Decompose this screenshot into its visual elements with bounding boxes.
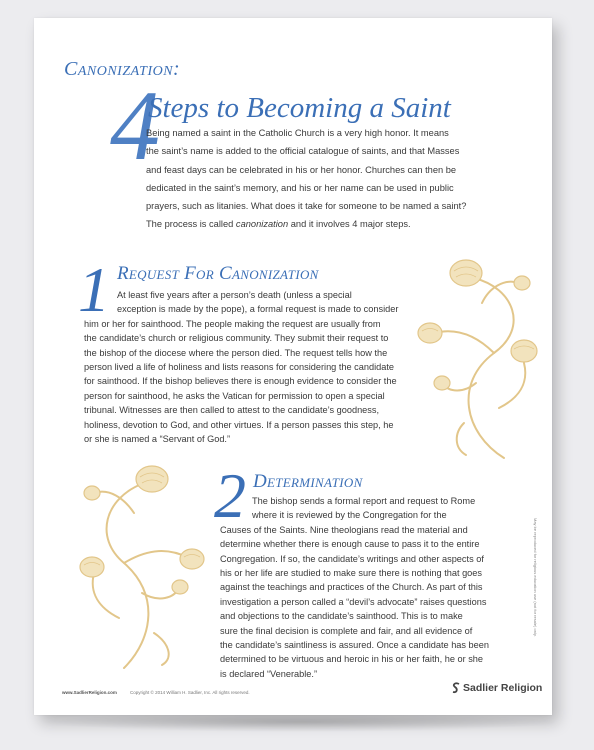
body-line: is declared “Venerable.” <box>220 668 318 679</box>
step-1-title: Request For Canonization <box>117 263 319 284</box>
sadlier-logo-icon <box>452 682 460 694</box>
body-line: him or her for sainthood. The people making the request are usually from <box>84 318 381 329</box>
sadlier-logo <box>452 682 542 694</box>
body-line: against the teachings and practices of the Church. As part of this <box>220 582 483 593</box>
body-line: investigation a person called a “devil’s advocate” raises questions <box>220 596 487 607</box>
intro-line: dedicated in the saint’s memory, and his or her name can be used in public <box>146 182 454 193</box>
step-2-number: 2 <box>214 460 246 531</box>
intro-text: and it involves 4 major steps. <box>288 219 411 230</box>
body-line: Causes of the Saints. Nine theologians read the material and <box>220 524 468 535</box>
intro-line: prayers, such as litanies. What does it take for someone to be named a saint? <box>146 201 467 212</box>
footer-copyright: Copyright © 2014 William H. Sadlier, Inc. All rights reserved. <box>130 690 250 695</box>
step-2-title: Determination <box>253 471 363 492</box>
body-line: determined to be virtuous and heroic in his or her faith, he or she <box>220 654 484 665</box>
step-1-body <box>84 288 400 446</box>
intro-paragraph <box>146 124 486 234</box>
body-line: person lived a life of holiness and lists reasons for considering the candidate <box>84 362 395 373</box>
body-line: the candidate’s church or religious community. They submit their request to <box>84 333 389 344</box>
reproduction-note: May be reproduced for religious education use (not for resale) only. <box>533 518 538 637</box>
step-1-number: 1 <box>78 254 110 325</box>
body-line: where it is reviewed by the Congregation for the <box>252 510 447 521</box>
intro-line: and feast days can be celebrated in his or her honor. Churches can then be <box>146 164 457 175</box>
body-line: determine whether there is enough cause to pass it to the entire <box>220 539 480 550</box>
body-line: or she is named a “Servant of God.” <box>84 434 231 445</box>
intro-line: the saint’s name is added to the official catalogue of saints, and that Masses <box>146 146 460 157</box>
body-line: and objections to the candidate’s sainthood. This is to make <box>220 611 463 622</box>
body-line: At least five years after a person’s death (unless a special <box>117 290 352 300</box>
sadlier-brand-text: Sadlier Religion <box>463 682 543 694</box>
intro-text: The process is called <box>146 219 236 230</box>
vine-ornament-top-right <box>394 233 544 463</box>
body-line: the bishop of the diocese where the person died. The request tells how the <box>84 347 388 358</box>
body-line: sure the final decision is complete and fair, and all evidence of <box>220 625 473 636</box>
vine-ornament-left <box>64 443 214 673</box>
intro-line: Being named a saint in the Catholic Church is a very high honor. It means <box>146 128 449 138</box>
page-shadow <box>40 712 560 732</box>
body-line: exception is made by the pope), a formal request is made to consider <box>117 304 399 315</box>
footer-url[interactable]: www.SadlierReligion.com <box>62 690 117 695</box>
body-line: person for sainthood, he asks the Vatican for permission to open a special <box>84 390 385 401</box>
header-title: Canonization: <box>64 58 181 80</box>
intro-emphasis: canonization <box>235 219 289 230</box>
worksheet-page <box>34 18 552 715</box>
body-line: The bishop sends a formal report and request to Rome <box>252 496 476 506</box>
body-line: the candidate’s saintliness is assured. Once a candidate has been <box>220 640 489 651</box>
body-line: tribunal. Witnesses are then called to attest to the candidate’s goodness, <box>84 405 380 416</box>
body-line: Congregation. If so, the candidate’s writings and other aspects of <box>220 553 484 564</box>
body-line: for sainthood. If the bishop believes there is enough evidence to consider the <box>84 376 397 387</box>
big-step-count: 4 <box>110 70 160 181</box>
step-2-body <box>220 494 518 681</box>
body-line: his or her life are studied to make sure there is nothing that goes <box>220 568 482 579</box>
intro-line <box>146 215 486 233</box>
body-line: holiness, devotion to God, and other virtues. If a person passes this step, he <box>84 419 394 430</box>
page-subtitle: Steps to Becoming a Saint <box>148 92 451 124</box>
